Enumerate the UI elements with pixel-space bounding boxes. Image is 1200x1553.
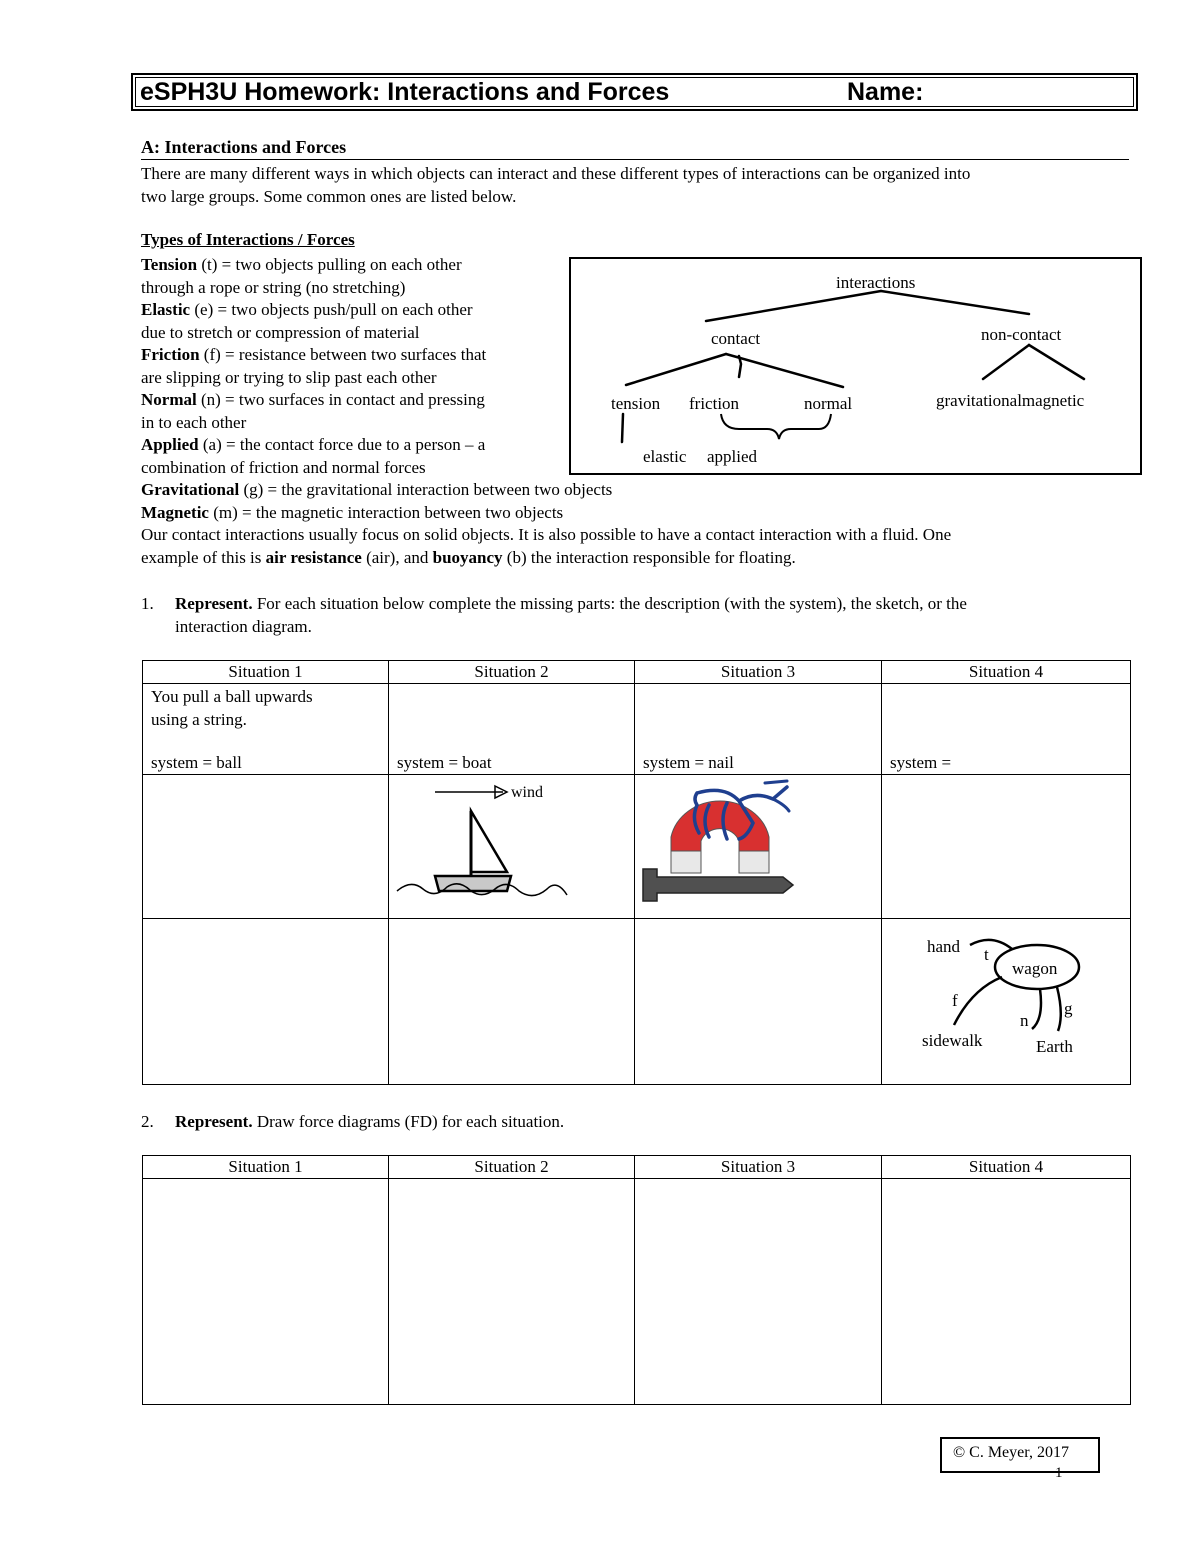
table-header: Situation 2 xyxy=(389,1156,635,1179)
diagram-non-contact: non-contact xyxy=(981,325,1062,344)
sketch-cell[interactable] xyxy=(635,775,882,919)
table-header: Situation 3 xyxy=(635,661,882,684)
sketch-cell[interactable] xyxy=(389,775,635,919)
sketch-cell[interactable] xyxy=(143,775,389,919)
definition-line: are slipping or trying to slip past each other xyxy=(141,367,437,387)
system-label: system = ball xyxy=(151,753,242,772)
magnet-sketch xyxy=(635,775,882,919)
force-diagram-cell[interactable] xyxy=(143,1179,389,1405)
copyright-text: © C. Meyer, 2017 xyxy=(953,1444,1069,1461)
wagon-t: t xyxy=(984,945,989,964)
interaction-diagram-cell[interactable] xyxy=(635,919,882,1085)
question-1-text: Represent. For each situation below complete the missing parts: the description (with the system), the sketch, or the interaction diagram. xyxy=(175,594,967,636)
table-header: Situation 3 xyxy=(635,1156,882,1179)
definition-tension: Tension (t) = two objects pulling on each other xyxy=(141,255,462,274)
description-cell[interactable] xyxy=(389,684,635,775)
wagon-earth: Earth xyxy=(1036,1037,1073,1056)
fluid-paragraph xyxy=(141,524,1131,569)
system-label: system = boat xyxy=(397,753,492,772)
s1-description: You pull a ball upwards using a string. xyxy=(151,687,313,729)
definition-line: due to stretch or compression of material xyxy=(141,322,420,342)
definition-line: through a rope or string (no stretching) xyxy=(141,277,406,297)
diagram-tension: tension xyxy=(611,394,661,413)
description-cell[interactable] xyxy=(635,684,882,775)
force-diagram-cell[interactable] xyxy=(635,1179,882,1405)
table-header: Situation 4 xyxy=(882,661,1131,684)
definition-normal: Normal (n) = two surfaces in contact and pressing xyxy=(141,390,485,409)
document-title: eSPH3U Homework: Interactions and Forces xyxy=(140,78,670,106)
section-divider xyxy=(141,159,1129,160)
table-header: Situation 1 xyxy=(143,661,389,684)
table-header: Situation 1 xyxy=(143,1156,389,1179)
wind-label: wind xyxy=(511,784,543,801)
system-label: system = nail xyxy=(643,753,734,772)
intro-line: There are many different ways in which objects can interact and these different types of interactions can be organized into xyxy=(141,164,971,183)
definition-friction: Friction (f) = resistance between two surfaces that xyxy=(141,345,487,364)
situation-table-1 xyxy=(142,660,1131,1085)
diagram-applied: applied xyxy=(707,447,758,466)
definition-line: combination of friction and normal forces xyxy=(141,457,426,477)
wagon-f: f xyxy=(952,991,958,1010)
system-label: system = xyxy=(890,753,952,772)
question-2-text: Represent. Draw force diagrams (FD) for each situation. xyxy=(175,1112,565,1131)
diagram-interactions: interactions xyxy=(836,273,916,292)
sketch-cell[interactable] xyxy=(882,775,1131,919)
question-2-number: 2. xyxy=(141,1112,154,1131)
table-header: Situation 4 xyxy=(882,1156,1131,1179)
diagram-contact: contact xyxy=(711,329,761,348)
force-diagram-cell[interactable] xyxy=(882,1179,1131,1405)
description-cell[interactable] xyxy=(882,684,1131,775)
diagram-gravitational-magnetic: gravitationalmagnetic xyxy=(936,391,1085,410)
wagon-sidewalk: sidewalk xyxy=(922,1031,983,1050)
definition-line: in to each other xyxy=(141,412,247,432)
description-cell[interactable] xyxy=(143,684,389,775)
wagon-g: g xyxy=(1064,999,1073,1018)
definition-elastic: Elastic (e) = two objects push/pull on each other xyxy=(141,300,473,319)
interaction-diagram-cell[interactable] xyxy=(389,919,635,1085)
fluid-line: Our contact interactions usually focus on solid objects. It is also possible to have a contact interaction with a fluid. One xyxy=(141,525,952,544)
name-label: Name: xyxy=(847,78,924,106)
definition-gravitational: Gravitational (g) = the gravitational interaction between two objects xyxy=(141,480,613,499)
intro-paragraph xyxy=(141,163,1131,208)
wagon-wagon: wagon xyxy=(1012,959,1058,978)
intro-line: two large groups. Some common ones are listed below. xyxy=(141,186,517,206)
fluid-line: example of this is air resistance (air), and buoyancy (b) the interaction responsible for floating. xyxy=(141,547,796,567)
question-1-number: 1. xyxy=(141,594,154,613)
situation-table-2 xyxy=(142,1155,1131,1405)
definition-list xyxy=(141,254,561,479)
wagon-n: n xyxy=(1020,1011,1029,1030)
diagram-elastic: elastic xyxy=(643,447,687,466)
definition-applied: Applied (a) = the contact force due to a person – a xyxy=(141,435,486,454)
interactions-diagram xyxy=(569,257,1142,475)
diagram-normal: normal xyxy=(804,394,853,413)
section-heading: A: Interactions and Forces xyxy=(141,137,347,157)
wagon-interaction-diagram xyxy=(882,919,1131,1085)
wagon-hand: hand xyxy=(927,937,961,956)
page-number: 1 xyxy=(1055,1465,1063,1481)
force-diagram-cell[interactable] xyxy=(389,1179,635,1405)
types-heading: Types of Interactions / Forces xyxy=(141,230,355,249)
table-header: Situation 2 xyxy=(389,661,635,684)
interaction-diagram-cell[interactable] xyxy=(882,919,1131,1085)
definition-magnetic: Magnetic (m) = the magnetic interaction between two objects xyxy=(141,502,564,522)
diagram-friction: friction xyxy=(689,394,740,413)
definition-list-wide xyxy=(141,479,901,524)
interaction-diagram-cell[interactable] xyxy=(143,919,389,1085)
